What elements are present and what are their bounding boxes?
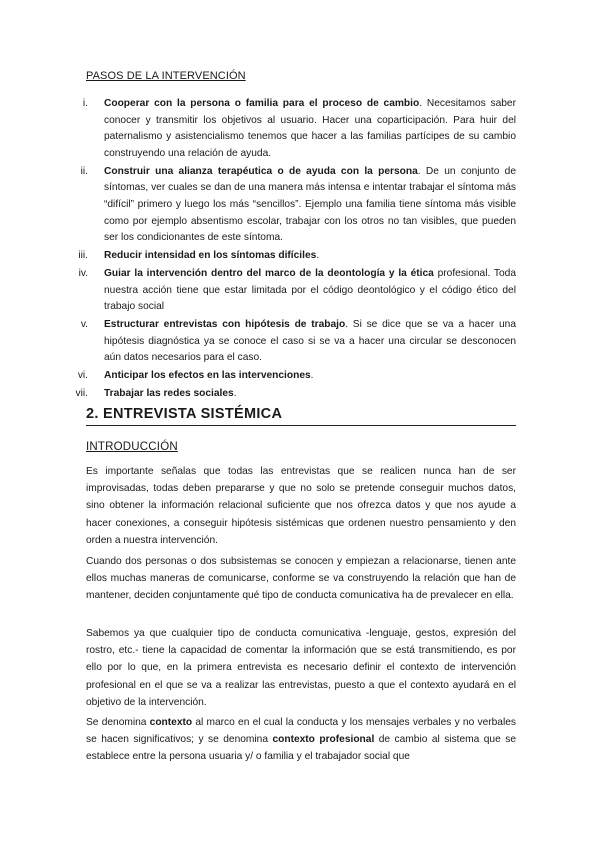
- section-heading: PASOS DE LA INTERVENCIÓN: [86, 70, 246, 82]
- p4-text-d: de cambio al sistema que se establece entre la persona usuaria y/ o familia y el trabajador social que: [86, 734, 516, 763]
- item-number: ii.: [80, 165, 88, 177]
- paragraph-1: Es importante señalas que todas las entrevistas que se realicen nunca han de ser improvisadas, todas deben prepararse y que no solo se pretende conseguir muchos datos, sino obtener la información relacional suficiente que nos ofrezca datos y que nos ayude a hacer conexiones, a conseguir hipótesis sistémicas que ordenen nuestro pensamiento y den orden a nuestra intervención.: [86, 466, 516, 546]
- item-bold-text: Cooperar con la persona o familia para el proceso de cambio: [104, 98, 420, 109]
- subheading: INTRODUCCIÓN: [86, 441, 178, 453]
- list-item: [60, 164, 516, 247]
- paragraph-4: [86, 714, 516, 766]
- p4-bold-contexto-profesional: contexto profesional: [272, 734, 375, 746]
- list-item: [60, 386, 516, 403]
- section-title: 2. ENTREVISTA SISTÉMICA: [86, 406, 516, 426]
- list-item: [60, 317, 516, 367]
- item-text: profesional. Toda nuestra acción tiene que estar limitada por el código deontológico y el código ético del trabajo social: [104, 268, 516, 313]
- item-text: .: [316, 250, 320, 262]
- item-number: iii.: [78, 250, 88, 262]
- item-bold-text: Construir una alianza terapéutica o de ayuda con la persona: [104, 165, 418, 177]
- p4-text-c: al marco en el cual la conducta y los mensajes verbales y no verbales se hacen significativos; y se denomina: [86, 717, 516, 746]
- item-number: vii.: [75, 388, 88, 400]
- paragraph-2: Cuando dos personas o dos subsistemas se conocen y empiezan a relacionarse, tienen ante ellos muchas maneras de comunicarse, conforme se va construyendo la relación que han de mantener, deciden conjuntamente qué tipo de conducta comunicativa ha de prevalecer en ella.: [86, 556, 516, 602]
- item-number: vi.: [77, 370, 88, 382]
- item-bold-text: Reducir intensidad en los síntomas difíciles: [104, 250, 317, 262]
- p4-bold-contexto: contexto: [149, 717, 193, 728]
- item-bold-text: Guiar la intervención dentro del marco de la deontología y la ética: [104, 268, 434, 280]
- item-text: . De un conjunto de síntomas, ver cuales se dan de una manera más intensa e intentar trabajar el síntoma más “difícil” primero y luego los más “sencillos”. Ejemplo una familia tiene síntoma más visible como por ejemplo absentismo escolar, trabajar con los otros no tan visibles, que pueden ser los condicionantes de este síntoma.: [104, 165, 516, 244]
- item-bold-text: Trabajar las redes sociales: [104, 388, 234, 400]
- item-bold-text: Anticipar los efectos en las intervenciones: [104, 370, 311, 382]
- item-text: . Si se dice que se va a hacer una hipótesis diagnóstica ya se conoce el caso si se va a hacer una circular se desconocen aún datos necesarios para el caso.: [104, 319, 516, 364]
- list-item: [60, 96, 516, 162]
- item-text: .: [233, 388, 237, 400]
- paragraph-3: Sabemos ya que cualquier tipo de conducta comunicativa -lenguaje, gestos, expresión del rostro, etc.- tiene la capacidad de comentar la información que se está transmitiendo, es por ello por lo que, en la primera entrevista es necesario definir el contexto de intervención profesional en el que se va a realizar las entrevistas, puesto a que el contexto ayudará en el objetivo de la intervención.: [86, 628, 516, 708]
- item-number: v.: [80, 319, 88, 331]
- steps-list: [60, 96, 516, 404]
- item-text: . Necesitamos saber conocer y transmitir los objetivos al usuario. Hacer una coparticipación. Para huir del paternalismo y asistencialismo tenemos que hacer a las familias partícipes de su cambio construyendo una relación de ayuda.: [104, 98, 516, 159]
- list-item: [60, 248, 516, 265]
- item-number: i.: [82, 98, 88, 109]
- p4-text-a: Se denomina: [86, 717, 150, 728]
- item-number: iv.: [78, 268, 88, 280]
- item-bold-text: Estructurar entrevistas con hipótesis de trabajo: [104, 319, 346, 331]
- list-item: [60, 368, 516, 385]
- list-item: [60, 266, 516, 316]
- item-text: .: [310, 370, 314, 382]
